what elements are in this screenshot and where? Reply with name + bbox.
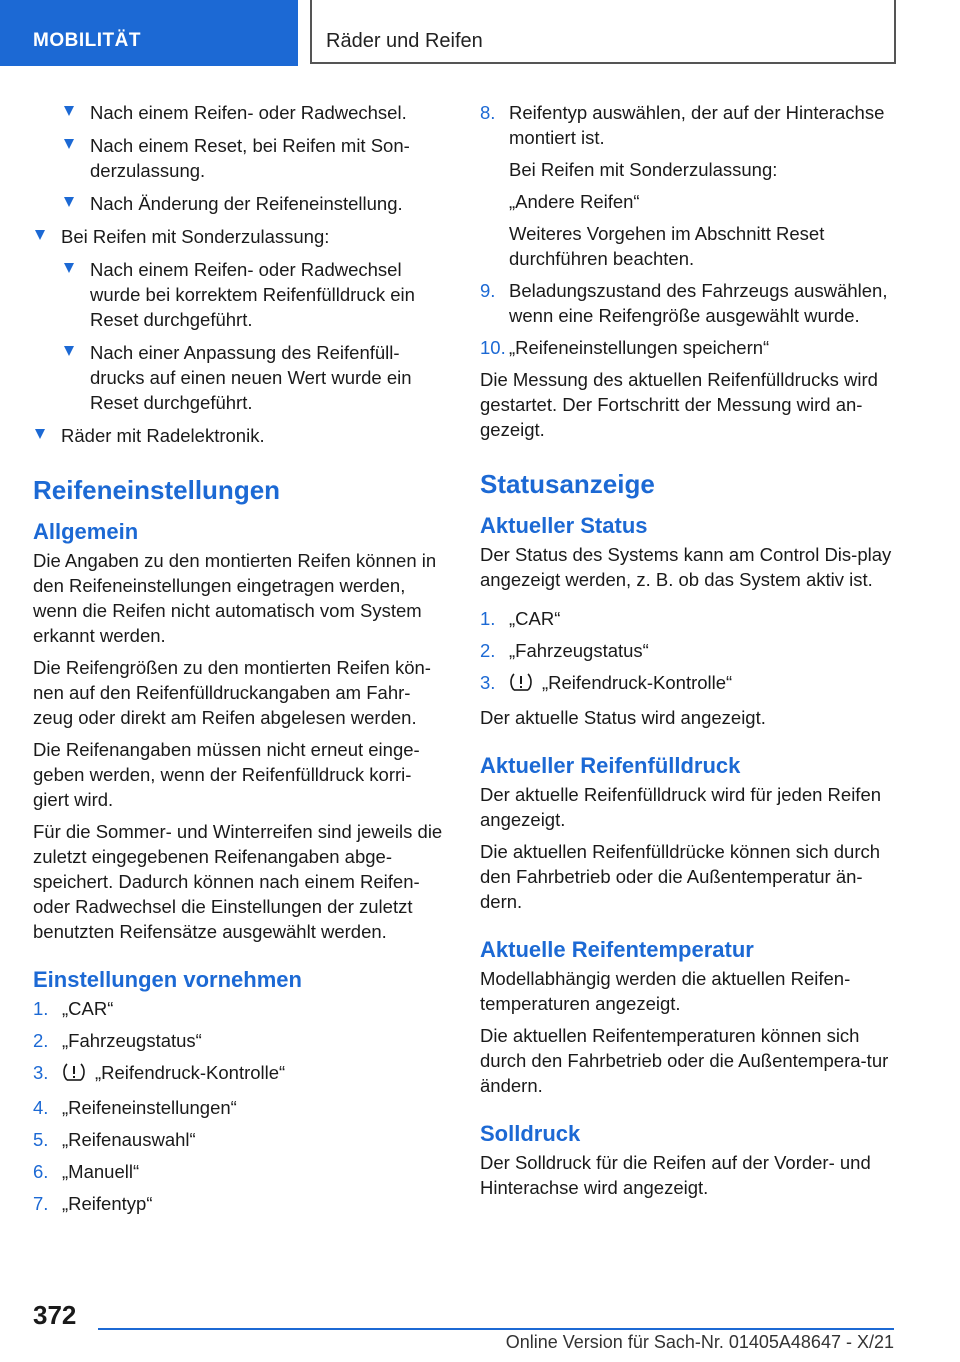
subsection-heading: Allgemein xyxy=(33,519,139,544)
paragraph: Die Angaben zu den montierten Reifen können in den Reifeneinstellungen eingetragen werden, wenn die Reifen nicht automatisch vom System erkannt werden. xyxy=(33,550,437,646)
paragraph: Die Messung des aktuellen Reifenfülldrucks wird gestartet. Der Fortschritt der Messung wird an-gezeigt. xyxy=(480,369,878,440)
step-item: 4. „Reifeneinstellungen“ xyxy=(33,1097,237,1118)
page-number: 372 xyxy=(33,1300,77,1330)
step-item: 8. Reifentyp auswählen, der auf der Hinterachse montiert ist. xyxy=(480,102,885,148)
bullet-triangle-icon xyxy=(64,197,74,207)
subsection-heading: Aktuelle Reifentemperatur xyxy=(480,937,754,962)
bullet-item: Nach einem Reifen- oder Radwechsel. xyxy=(33,100,443,125)
paragraph: Der Solldruck für die Reifen auf der Vorder- und Hinterachse wird angezeigt. xyxy=(480,1152,871,1198)
paragraph: Der Status des Systems kann am Control Dis-play angezeigt werden, z. B. ob das System aktiv ist. xyxy=(480,544,892,590)
paragraph: Die Reifengrößen zu den montierten Reifen kön-nen auf den Reifenfülldruckangaben am Fahr-zeug oder direkt am Reifen abgelesen werden. xyxy=(33,657,431,728)
step-item: 3. „Reifendruck-Kontrolle“ xyxy=(33,1060,443,1088)
step-note: „Andere Reifen“ xyxy=(509,191,640,212)
section-heading: Statusanzeige xyxy=(480,469,655,499)
bullet-triangle-icon xyxy=(64,346,74,356)
step-item: 5. „Reifenauswahl“ xyxy=(33,1129,196,1150)
section-tab[interactable]: MOBILITÄT xyxy=(0,0,298,66)
subsection-heading: Solldruck xyxy=(480,1121,581,1146)
right-column xyxy=(480,100,898,1207)
bullet-triangle-icon xyxy=(35,230,45,240)
tire-pressure-warning-icon xyxy=(509,672,533,698)
step-item: 6. „Manuell“ xyxy=(33,1161,140,1182)
bullet-triangle-icon xyxy=(64,106,74,116)
chapter-title: Räder und Reifen xyxy=(310,0,896,64)
bullet-item: Bei Reifen mit Sonderzulassung: xyxy=(33,224,443,249)
bullet-item: Räder mit Radelektronik. xyxy=(33,423,443,448)
paragraph: Der aktuelle Reifenfülldruck wird für jeden Reifen angezeigt. xyxy=(480,784,882,830)
step-item: 1. „CAR“ xyxy=(33,998,114,1019)
section-heading: Reifeneinstellungen xyxy=(33,475,281,505)
paragraph: Modellabhängig werden die aktuellen Reifen-temperaturen angezeigt. xyxy=(480,968,851,1014)
paragraph: Der aktuelle Status wird angezeigt. xyxy=(480,707,766,728)
footer-divider xyxy=(98,1328,894,1330)
paragraph: Die aktuellen Reifentemperaturen können sich durch den Fahrbetrieb oder die Außentempera-tur ändern. xyxy=(480,1025,889,1096)
subsection-heading: Aktueller Status xyxy=(480,513,648,538)
bullet-triangle-icon xyxy=(35,429,45,439)
tire-pressure-warning-icon xyxy=(62,1062,86,1088)
subsection-heading: Aktueller Reifenfülldruck xyxy=(480,753,741,778)
step-item: 10. „Reifeneinstellungen speichern“ xyxy=(480,337,770,358)
step-item: 2. „Fahrzeugstatus“ xyxy=(33,1030,202,1051)
bullet-item: Nach einem Reset, bei Reifen mit Son-derzulassung. xyxy=(33,133,443,183)
step-note: Weiteres Vorgehen im Abschnitt Reset durchführen beachten. xyxy=(509,223,825,269)
bullet-item: Nach einer Anpassung des Reifenfüll-drucks auf einen neuen Wert wurde ein Reset durchgeführt. xyxy=(33,340,443,415)
paragraph: Für die Sommer- und Winterreifen sind jeweils die zuletzt eingegebenen Reifenangaben abge-speichert. Dadurch können nach einem Reifen- oder Radwechsel die Einstellungen der zuletzt benutzten Reifensätze ausgewählt werden. xyxy=(33,821,443,942)
bullet-triangle-icon xyxy=(64,263,74,273)
left-column xyxy=(33,100,443,1223)
step-item: 2. „Fahrzeugstatus“ xyxy=(480,640,649,661)
step-item: 7. „Reifentyp“ xyxy=(33,1193,153,1214)
step-item: 9. Beladungszustand des Fahrzeugs auswählen, wenn eine Reifengröße ausgewählt wurde. xyxy=(480,280,888,326)
paragraph: Die Reifenangaben müssen nicht erneut einge-geben werden, wenn der Reifenfülldruck korri-giert wird. xyxy=(33,739,420,810)
bullet-item: Nach einem Reifen- oder Radwechsel wurde bei korrektem Reifenfülldruck ein Reset durchgeführt. xyxy=(33,257,443,332)
footer-text: Online Version für Sach-Nr. 01405A48647 - X/21 xyxy=(505,1332,894,1352)
step-item: 3. „Reifendruck-Kontrolle“ xyxy=(480,670,898,698)
step-note: Bei Reifen mit Sonderzulassung: xyxy=(509,159,778,180)
paragraph: Die aktuellen Reifenfülldrücke können sich durch den Fahrbetrieb oder die Außentemperatur än-dern. xyxy=(480,841,881,912)
page-header xyxy=(0,0,960,66)
bullet-triangle-icon xyxy=(64,139,74,149)
subsection-heading: Einstellungen vornehmen xyxy=(33,967,302,992)
step-item: 1. „CAR“ xyxy=(480,608,561,629)
bullet-item: Nach Änderung der Reifeneinstellung. xyxy=(33,191,443,216)
